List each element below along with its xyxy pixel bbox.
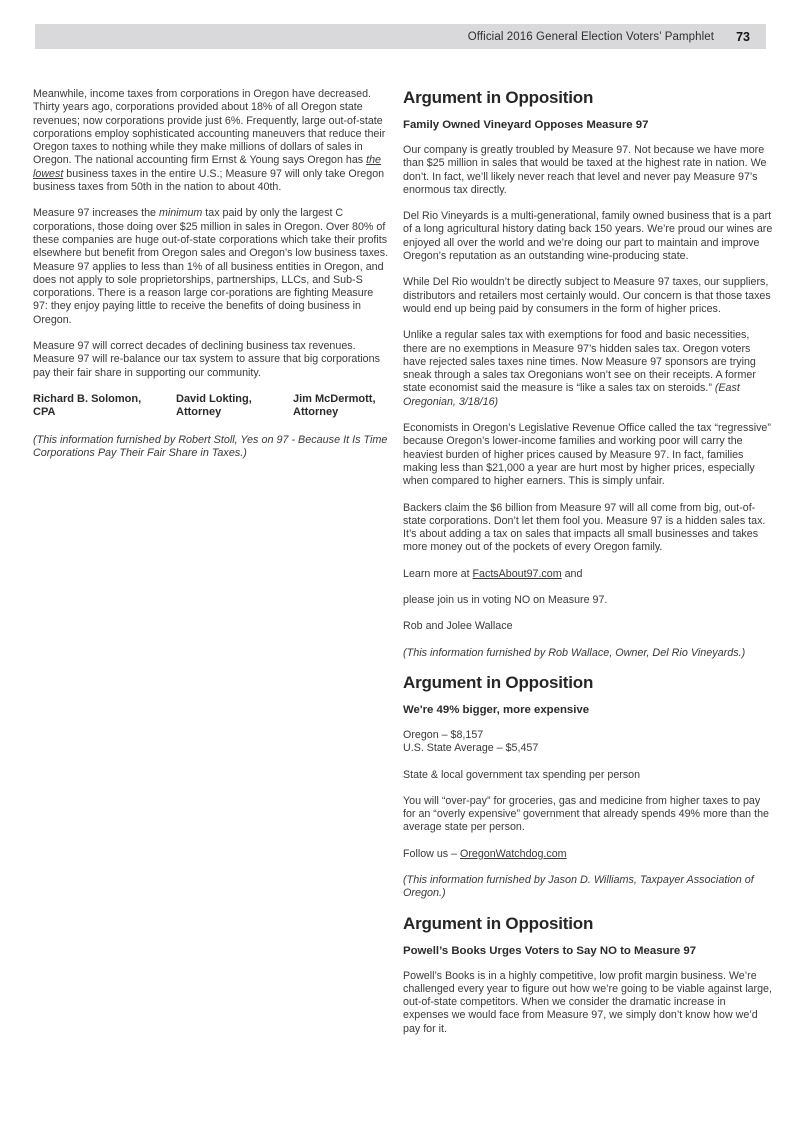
paragraph-minimum-tax: Measure 97 increases the minimum tax paid by only the largest C corporations, those doing over $25 million in sales in Oregon. Over 80% of these companies are huge out-of-state corporations which take their profits elsewhere but benefit from Oregon sales and Oregon’s low business taxes. Measure 97 applies to less than 1% of all business entities in Oregon, and does not apply to sole proprietorships, partnerships, LLCs, and Sub-S corporations. There is a reason large cor-porations are fighting Measure 97: they enjoy paying little to receive the benefits of doing business in Oregon. — [33, 207, 389, 326]
right-column — [403, 88, 773, 1049]
signature-1 — [33, 393, 176, 420]
signature-name: Jim McDermott, — [293, 392, 376, 405]
section-subheading: We're 49% bigger, more expensive — [403, 703, 590, 716]
argument-section-vineyard — [403, 88, 773, 660]
signature-row — [33, 393, 390, 420]
paragraph-overpay: You will “over-pay” for groceries, gas and medicine from higher taxes to pay for an “overly expensive” government that already spends 49% more than the average state per person. — [403, 794, 769, 834]
header-bar — [35, 24, 766, 49]
argument-section-powells — [403, 914, 773, 1036]
paragraph-del-rio: Del Rio Vineyards is a multi-generational, family owned business that is a part of a long agricultural history dating back 150 years. We’re proud our wines are enjoyed all over the world and we’re doing our part to maintain and improve Oregon’s reputation as an outstanding wine-producing state. — [403, 210, 773, 263]
furnished-by-attribution: (This information furnished by Jason D. Williams, Taxpayer Association of Oregon.) — [403, 873, 754, 900]
emphasis-the-lowest: the lowest — [33, 154, 381, 180]
header-title: Official 2016 General Election Voters’ Pamphlet — [467, 30, 715, 43]
emphasis-minimum: minimum — [158, 207, 203, 220]
paragraph-company-troubled: Our company is greatly troubled by Measure 97. Not because we have more than $25 million in sales that would be taxed at the highest rate in nation. We don’t. In fact, we’ll likely never reach that level and never pay Measure 97’s enormous tax directly. — [403, 144, 767, 196]
paragraph-suppliers: While Del Rio wouldn’t be directly subject to Measure 97 taxes, our suppliers, distributors and retailers most certainly would. Our concern is that those taxes would end up being paid by consumers in the form of higher prices. — [403, 276, 771, 315]
section-subheading: Family Owned Vineyard Opposes Measure 97 — [403, 119, 649, 131]
paragraph-backers-claim: Backers claim the $6 billion from Measure 97 will all come from big, out-of-state corporations. Don’t let them fool you. Measure 97 is a hidden sales tax. It’s about adding a tax on sales that impacts all small businesses and takes more money out of the pockets of every Oregon family. — [403, 501, 766, 554]
argument-section-watchdog — [403, 673, 773, 901]
section-subheading: Powell’s Books Urges Voters to Say NO to Measure 97 — [403, 944, 697, 957]
section-heading: Argument in Opposition — [403, 88, 594, 107]
left-column — [33, 88, 390, 1049]
paragraph-signers: Rob and Jolee Wallace — [403, 620, 513, 633]
paragraph-powells: Powell’s Books is in a highly competitive, low profit margin business. We’re challenged every year to figure out how we’re going to be viable against large, out-of-state competitors. When we consider the dramatic increase in expenses we would face from Measure 97, we simply don’t know how we’d pay for it. — [403, 969, 772, 1035]
paragraph-hidden-sales-tax: Unlike a regular sales tax with exemptions for food and basic necessities, there are no exemptions in Measure 97’s hidden sales tax. Oregon voters have rejected sales taxes nine times. Now Measure 97 sponsors are trying sneak through a sales tax Oregonians won’t see on their receipts. A former state economist said the measure is “like a sales tax on steroids.” (East Oregonian, 3/18/16) — [403, 329, 756, 408]
signature-name: Richard B. Solomon, — [33, 392, 142, 405]
signature-title: Attorney — [176, 406, 222, 419]
paragraph-correct-decades: Measure 97 will correct decades of declining business tax revenues. Measure 97 will re-balance our tax system to assure that big corporations pay their fair share in supporting our community. — [33, 340, 380, 379]
spending-stats — [403, 729, 773, 756]
paragraph-spending-caption: State & local government tax spending per person — [403, 768, 641, 781]
paragraph-follow-us: Follow us – OregonWatchdog.com — [403, 847, 567, 860]
paragraph-corporate-taxes: Meanwhile, income taxes from corporations in Oregon have decreased. Thirty years ago, corporations provided about 18% of all Oregon state revenues; now corporations provide just 6%. Frequently, large out-of-state corporations employ sophisticated accounting maneuvers that reduce their Oregon taxes to nothing while they make millions of dollars of sales in Oregon. The national accounting firm Ernst & Young says Oregon has the lowest business taxes in the entire U.S.; Measure 97 will only take Oregon business taxes from 50th in the nation to about 40th. — [33, 88, 386, 194]
paragraph-join-us: please join us in voting NO on Measure 97. — [403, 594, 608, 607]
factsabout97-link[interactable]: FactsAbout97.com — [472, 567, 562, 580]
furnished-by-attribution: (This information furnished by Rob Wallace, Owner, Del Rio Vineyards.) — [403, 646, 746, 659]
signature-title: Attorney — [293, 406, 339, 419]
signature-3 — [293, 393, 390, 420]
signature-name: David Lokting, — [176, 392, 252, 405]
paragraph-learn-more: Learn more at FactsAbout97.com and — [403, 567, 583, 580]
section-heading: Argument in Opposition — [403, 913, 594, 933]
stat-us-average: U.S. State Average – $5,457 — [403, 742, 539, 755]
page-content — [33, 88, 773, 1049]
furnished-by-attribution: (This information furnished by Robert Stoll, Yes on 97 - Because It Is Time Corporations Pay Their Fair Share in Taxes.) — [33, 433, 388, 460]
section-heading: Argument in Opposition — [403, 672, 594, 692]
oregonwatchdog-link[interactable]: OregonWatchdog.com — [460, 847, 567, 860]
paragraph-economists: Economists in Oregon’s Legislative Revenue Office called the tax “regressive” because Oregon’s lower-income families and working poor will carry the heaviest burden of higher prices caused by Measure 97. In fact, families making less than $21,000 a year are hurt most by higher prices, especially when compared to higher earners. This is simply unfair. — [403, 422, 771, 488]
page-number: 73 — [736, 29, 750, 44]
stat-oregon: Oregon – $8,157 — [403, 728, 484, 741]
citation-east-oregonian: (East Oregonian, 3/18/16) — [403, 382, 740, 408]
signature-title: CPA — [33, 406, 56, 419]
signature-2 — [176, 393, 293, 420]
